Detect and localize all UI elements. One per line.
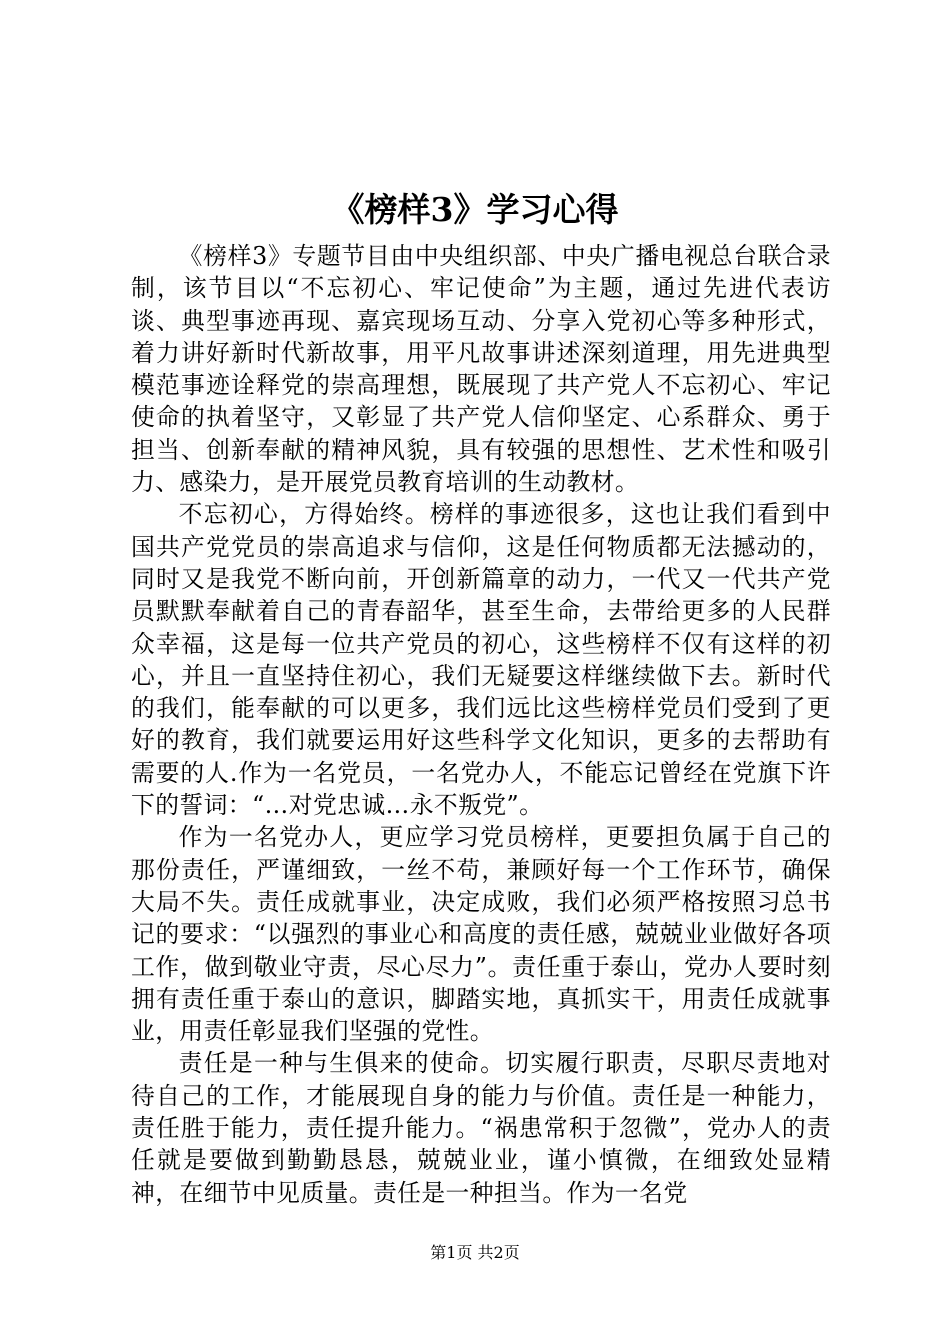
page-footer [0,1242,950,1264]
paragraph-original-aspiration: 不忘初心，方得始终。榜样的事迹很多，这也让我们看到中国共产党党员的崇高追求与信仰，这是任何物质都无法撼动的，同时又是我党不断向前，开创新篇章的动力，一代又一代共产党员默默奉献着自己的青春韶华，甚至生命，去带给更多的人民群众幸福，这是每一位共产党员的初心，这些榜样不仅有这样的初心，并且一直坚持住初心，我们无疑要这样继续做下去。新时代的我们，能奉献的可以更多，我们远比这些榜样党员们受到了更好的教育，我们就要运用好这些科学文化知识，更多的去帮助有需要的人.作为一名党员，一名党办人，不能忘记曾经在党旗下许下的誓词：“…对党忠诚…永不叛党”。 [131,500,831,820]
paragraph-intro: 《榜样3》专题节目由中央组织部、中央广播电视总台联合录制，该节目以“不忘初心、牢记使命”为主题，通过先进代表访谈、典型事迹再现、嘉宾现场互动、分享入党初心等多种形式，着力讲好新时代新故事，用平凡故事讲述深刻道理，用先进典型模范事迹诠释党的崇高理想，既展现了共产党人不忘初心、牢记使命的执着坚守，又彰显了共产党人信仰坚定、心系群众、勇于担当、创新奉献的精神风貌，具有较强的思想性、艺术性和吸引力、感染力，是开展党员教育培训的生动教材。 [131,242,831,497]
paragraph-party-office-duty: 作为一名党办人，更应学习党员榜样，更要担负属于自己的那份责任，严谨细致，一丝不苟，兼顾好每一个工作环节，确保大局不失。责任成就事业，决定成败，我们必须严格按照习总书记的要求：“以强烈的事业心和高度的责任感，兢兢业业做好各项工作，做到敬业守责，尽心尽力”。责任重于泰山，党办人要时刻拥有责任重于泰山的意识，脚踏实地，真抓实干，用责任成就事业，用责任彰显我们坚强的党性。 [131,823,831,1046]
paragraph-responsibility: 责任是一种与生俱来的使命。切实履行职责，尽职尽责地对待自己的工作，才能展现自身的能力与价值。责任是一种能力，责任胜于能力，责任提升能力。“祸患常积于忽微”，党办人的责任就是要做到勤勤恳恳，兢兢业业，谨小慎微，在细致处显精神，在细节中见质量。责任是一种担当。作为一名党 [131,1049,831,1207]
page-number-indicator: 第1页 共2页 [430,1243,520,1262]
document-body [131,240,831,1209]
document-title: 《榜样3》学习心得 [331,190,619,229]
